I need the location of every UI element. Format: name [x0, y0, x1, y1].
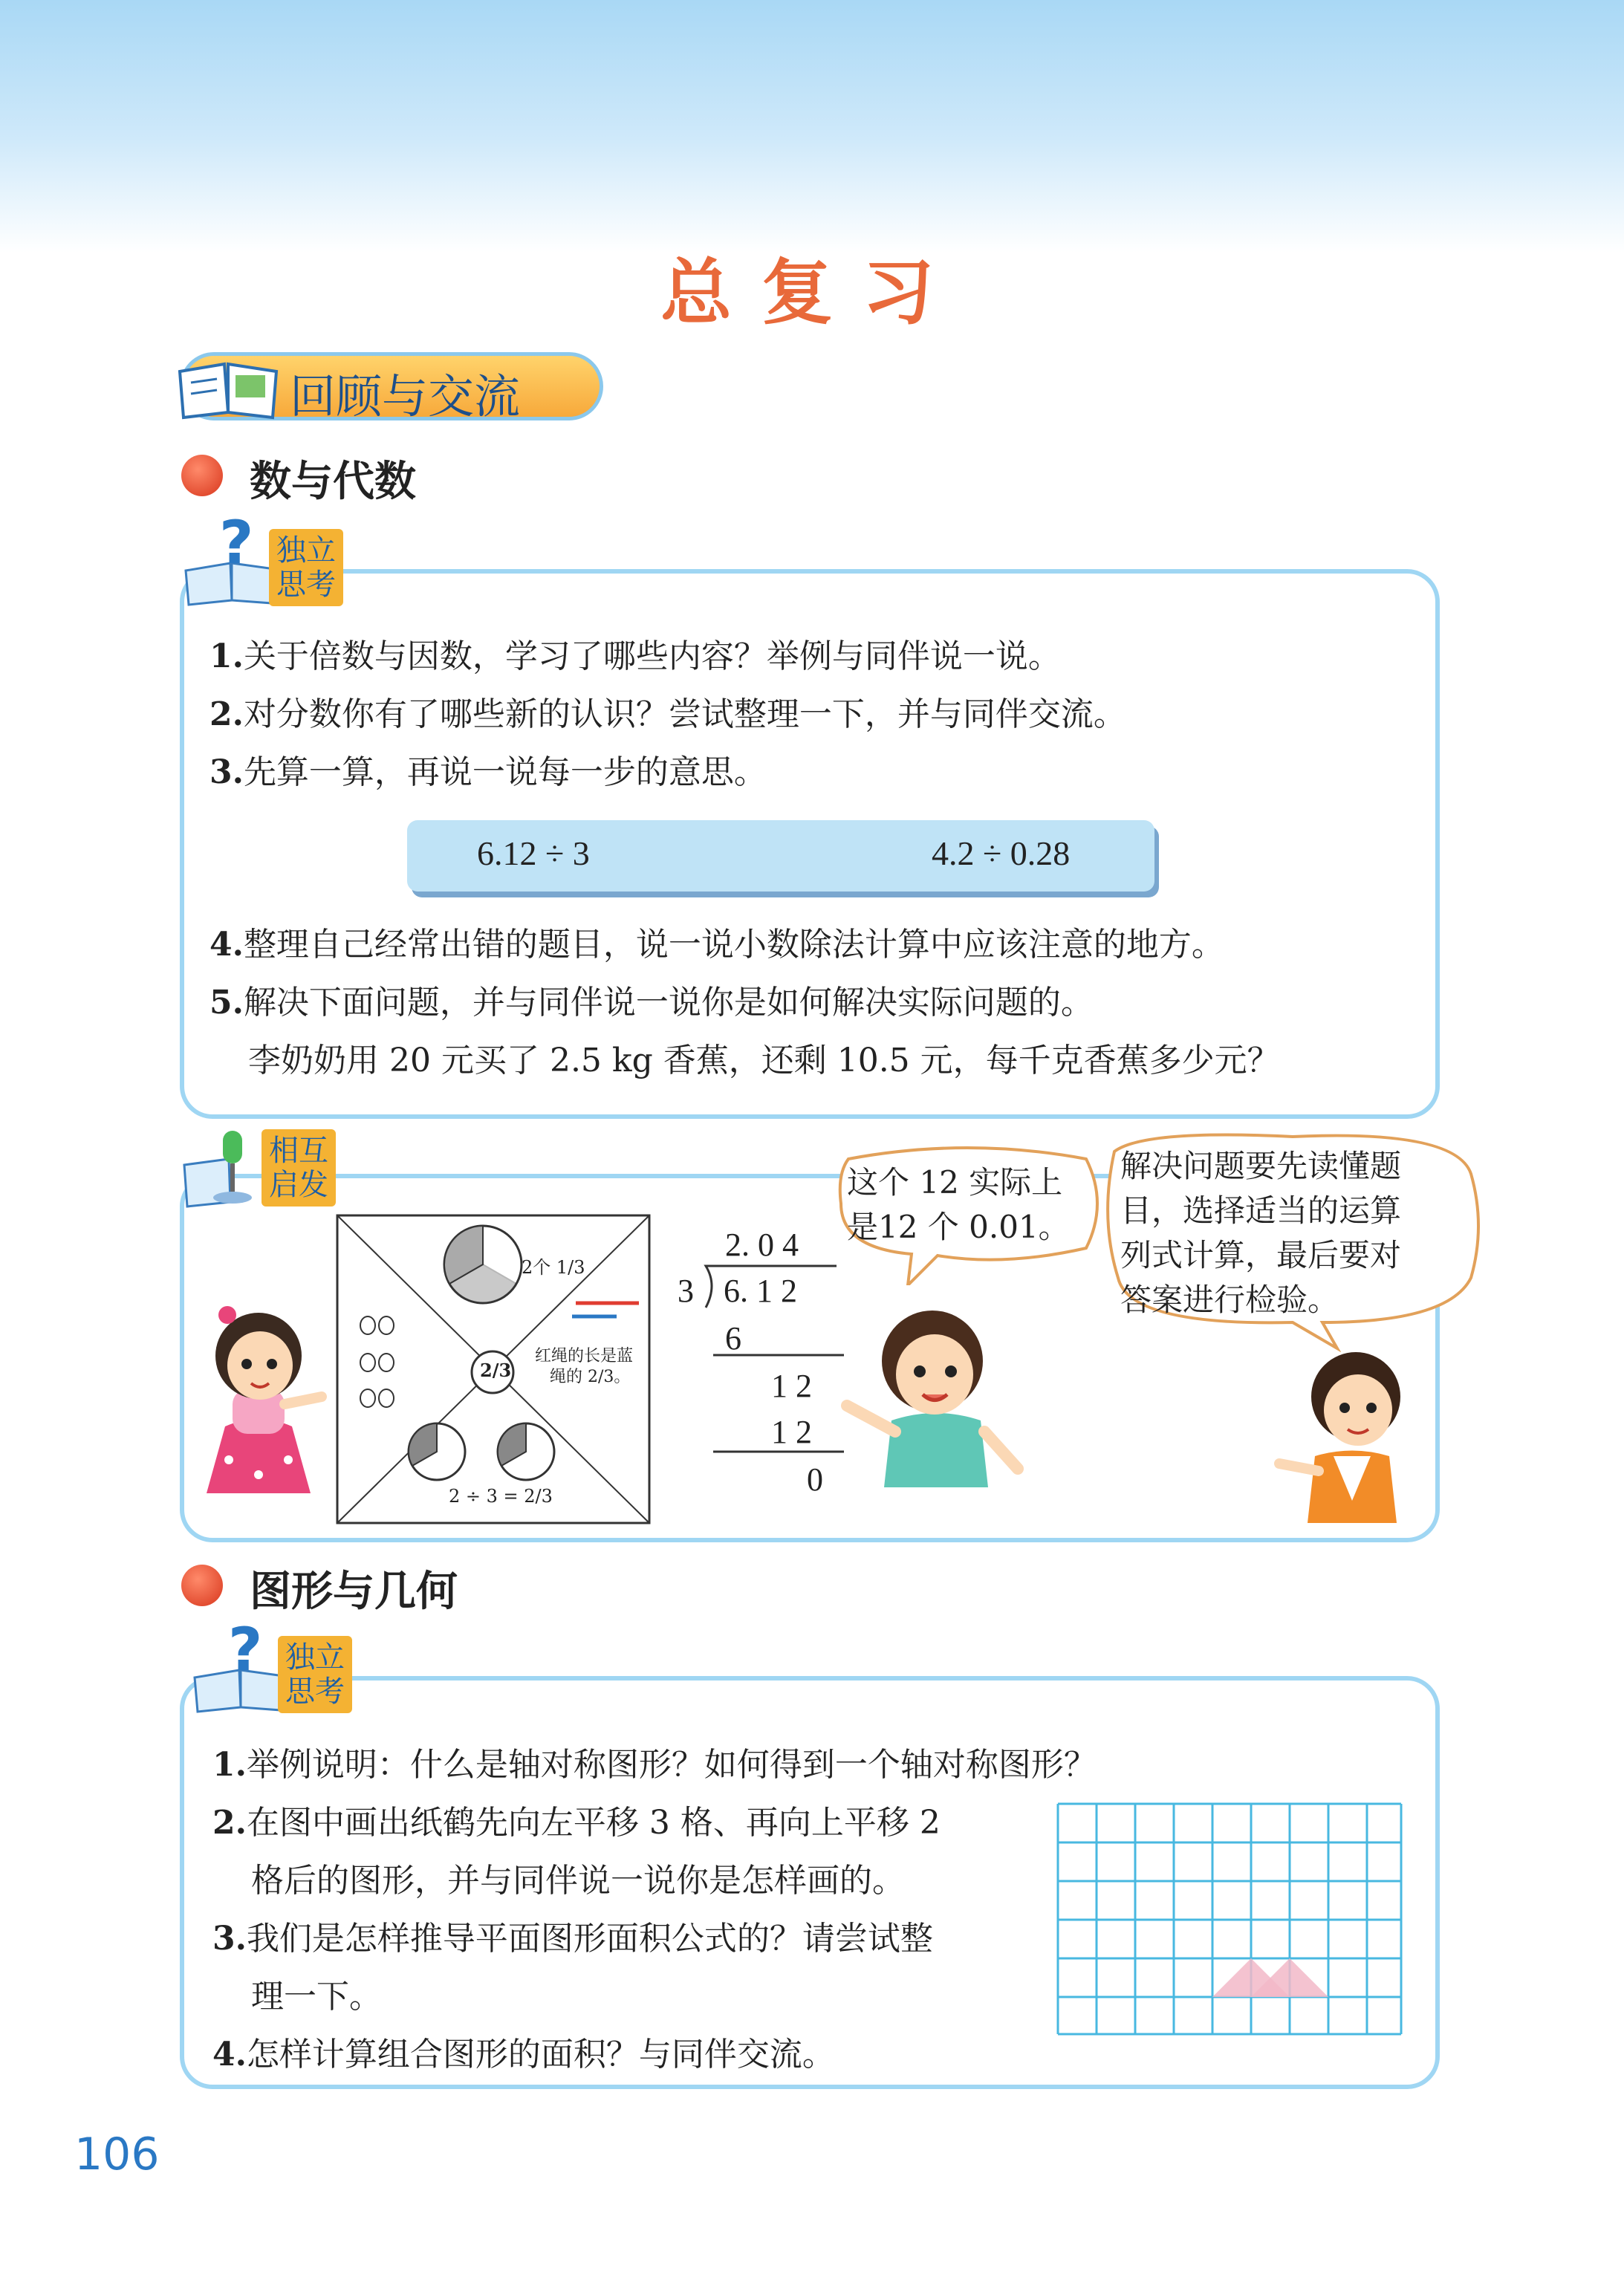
- boy-illustration: [1270, 1337, 1434, 1530]
- section-bullet: [181, 455, 223, 496]
- bubble-1-line: 是12 个 0.01。: [847, 1209, 1070, 1245]
- question-3-cont: 理一下。: [251, 1978, 382, 2016]
- q-text: 关于倍数与因数，学习了哪些内容？举例与同伴说一说。: [243, 637, 1061, 675]
- page-title: 总复习: [660, 251, 964, 334]
- boy-illustration: [839, 1294, 1033, 1495]
- division-quotient: 2. 0 4: [725, 1227, 799, 1263]
- q-text: 整理自己经常出错的题目，说一说小数除法计算中应该注意的地方。: [243, 926, 1224, 964]
- q-text: 解决下面问题，并与同伴说一说你是如何解决实际问题的。: [243, 984, 1094, 1022]
- section-bullet: [181, 1565, 223, 1606]
- question-1: [212, 1744, 1097, 1786]
- bottom-equation: 2 ÷ 3 = 2/3: [449, 1486, 553, 1507]
- q-num: 2.: [212, 1804, 247, 1842]
- calc-right: 4.2 ÷ 0.28: [932, 834, 1071, 872]
- banner-text: 回顾与交流: [290, 369, 521, 423]
- section-heading: 数与代数: [250, 458, 416, 506]
- badge-line: 启发: [269, 1168, 328, 1202]
- bubble-1-line: 这个 12 实际上: [847, 1164, 1063, 1201]
- q-text: 怎样计算组合图形的面积？与同伴交流。: [246, 2036, 835, 2073]
- section-heading: 图形与几何: [250, 1568, 458, 1616]
- grid-with-crane: [1055, 1801, 1404, 2037]
- q-num: 3.: [210, 753, 244, 791]
- q-text: 我们是怎样推导平面图形面积公式的？请尝试整: [246, 1920, 933, 1958]
- header-band: [0, 0, 1624, 253]
- q-text: 在图中画出纸鹤先向左平移 3 格、再向上平移 2: [246, 1804, 941, 1842]
- q-text: 对分数你有了哪些新的认识？尝试整理一下，并与同伴交流。: [243, 695, 1126, 733]
- badge-line: 思考: [285, 1675, 345, 1709]
- division-row: 1 2: [771, 1368, 812, 1404]
- bubble-2-line: 目，选择适当的运算: [1120, 1192, 1402, 1229]
- division-row: 0: [807, 1461, 823, 1498]
- question-3: [212, 1918, 933, 1960]
- girl-illustration: [184, 1300, 333, 1501]
- q-text: 先算一算，再说一说每一步的意思。: [243, 753, 767, 791]
- badge-line: 独立: [285, 1640, 345, 1675]
- question-2: [212, 1802, 941, 1844]
- badge-mutual-inspire: [262, 1129, 336, 1207]
- bubble-2-line: 列式计算，最后要对: [1120, 1237, 1402, 1273]
- question-1: [210, 636, 1061, 678]
- question-4: [212, 2034, 835, 2076]
- question-2-cont: 格后的图形，并与同伴说一说你是怎样画的。: [251, 1862, 905, 1900]
- bubble-2-line: 解决问题要先读懂题: [1120, 1148, 1402, 1184]
- q-num: 5.: [210, 984, 244, 1022]
- badge-line: 独立: [276, 533, 336, 568]
- q-num: 4.: [212, 2036, 247, 2073]
- calc-left: 6.12 ÷ 3: [477, 834, 590, 872]
- q-num: 4.: [210, 926, 244, 964]
- rope-text-2: 绳的 2/3。: [550, 1368, 631, 1386]
- svg-text:?: ?: [228, 1618, 263, 1684]
- question-2: [210, 694, 1126, 735]
- division-dividend: 6. 1 2: [724, 1273, 797, 1309]
- q-num: 1.: [210, 637, 244, 675]
- page-number: 106: [74, 2128, 160, 2180]
- book-icon: [172, 349, 284, 423]
- microphone-icon: [177, 1120, 273, 1217]
- center-fraction: 2/3: [480, 1360, 512, 1381]
- pie-label: 2个 1/3: [522, 1257, 585, 1278]
- svg-text:?: ?: [219, 511, 254, 577]
- question-book-icon: [187, 1618, 291, 1715]
- question-3: [210, 752, 767, 793]
- division-row: 6: [725, 1320, 741, 1357]
- question-book-icon: [178, 511, 282, 608]
- badge-independent-think: [269, 529, 343, 606]
- question-5: [210, 982, 1094, 1024]
- q-num: 3.: [212, 1920, 247, 1958]
- word-problem: 李奶奶用 20 元买了 2.5 kg 香蕉，还剩 10.5 元，每千克香蕉多少元？: [248, 1042, 1280, 1079]
- q-num: 1.: [212, 1746, 247, 1784]
- rope-text-1: 红绳的长是蓝: [535, 1347, 634, 1365]
- q-num: 2.: [210, 695, 244, 733]
- bubble-2-line: 答案进行检验。: [1120, 1282, 1339, 1318]
- badge-independent-think: [278, 1636, 352, 1713]
- question-4: [210, 924, 1224, 966]
- q-text: 举例说明：什么是轴对称图形？如何得到一个轴对称图形？: [246, 1746, 1097, 1784]
- badge-line: 思考: [276, 568, 336, 602]
- division-row: 1 2: [771, 1414, 812, 1450]
- division-divisor: 3: [678, 1273, 694, 1309]
- badge-line: 相互: [269, 1134, 328, 1168]
